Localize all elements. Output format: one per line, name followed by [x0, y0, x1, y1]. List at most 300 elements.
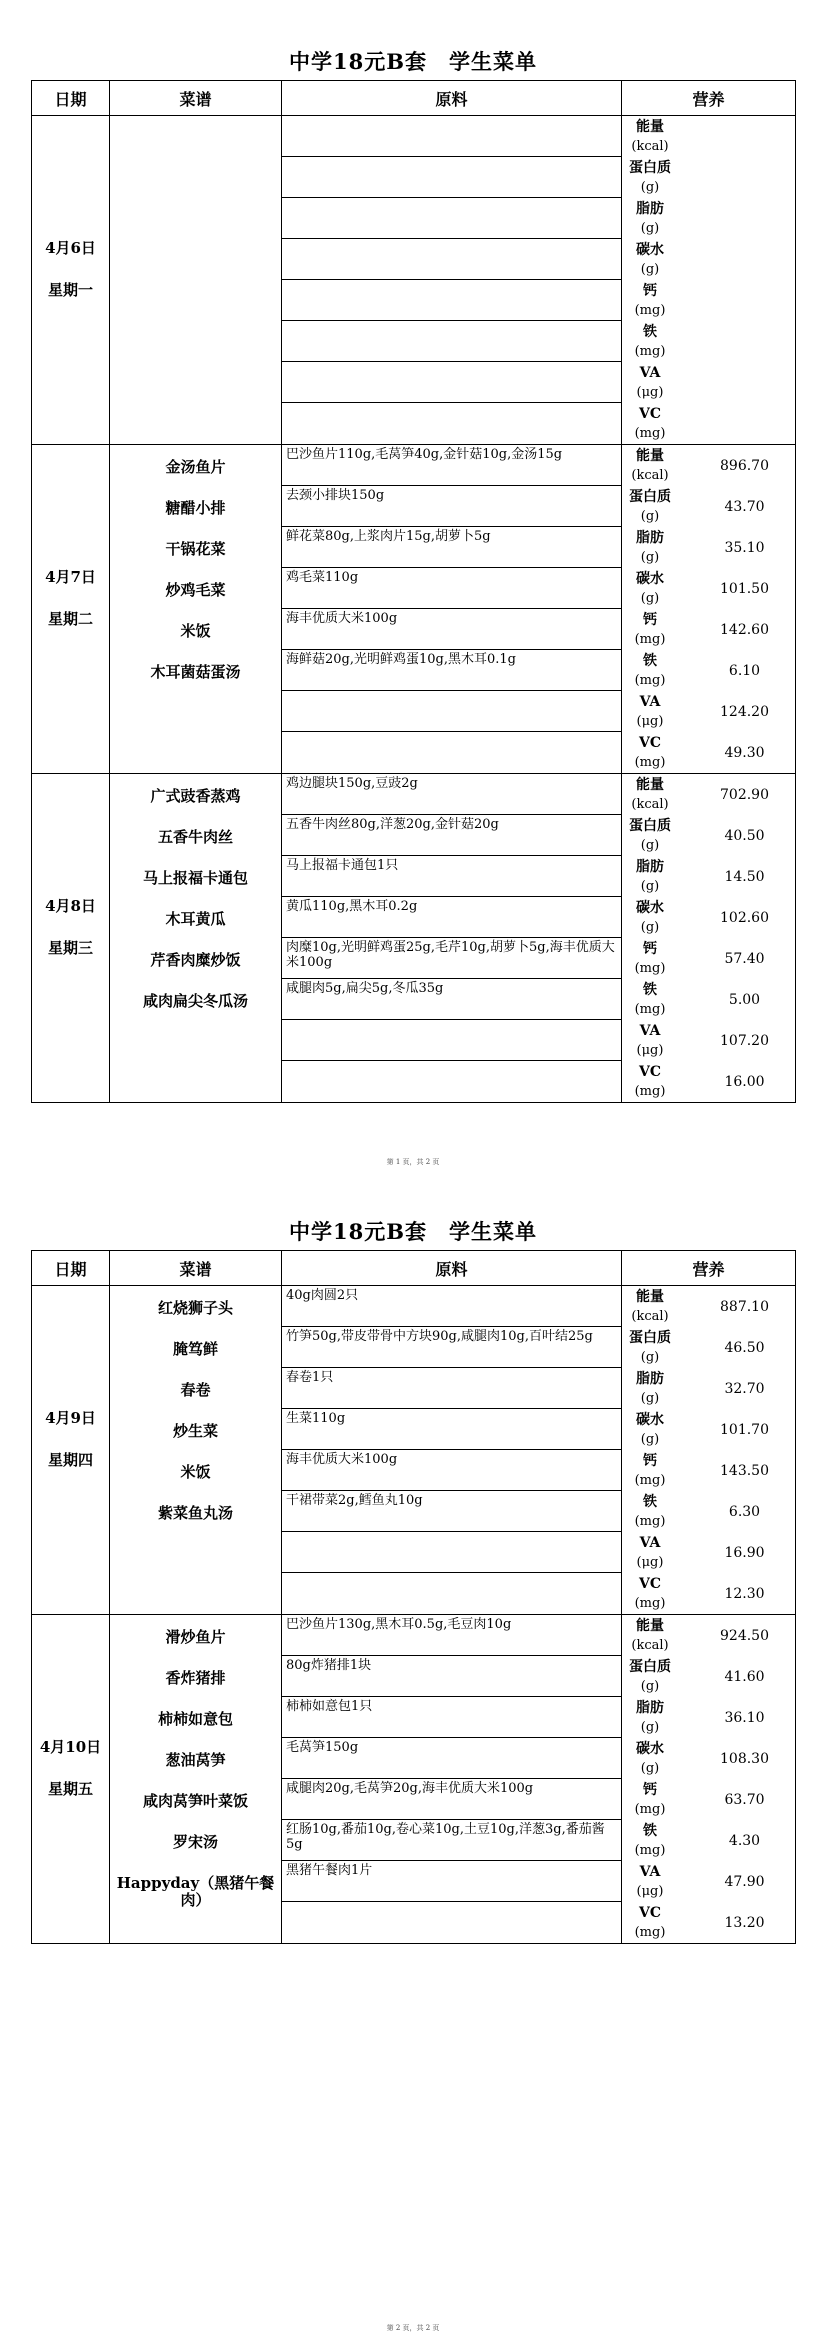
ingredient-line	[282, 1061, 621, 1102]
nutrient-label	[622, 1534, 678, 1572]
nutrient-row	[622, 239, 795, 280]
nutrient-value: 5.00	[728, 991, 761, 1008]
nutrient-unit: (g)	[640, 220, 660, 236]
dishes-cell	[110, 116, 282, 445]
nutrient-unit: (g)	[640, 508, 660, 524]
nutrient-unit: (mg)	[634, 302, 666, 318]
nutrient-row	[622, 1061, 795, 1102]
nutrient-row	[622, 527, 795, 568]
nutrient-row	[622, 650, 795, 691]
day-weekday: 星期三	[47, 939, 93, 957]
nutrient-row	[622, 1820, 795, 1861]
ingredient-line	[282, 321, 621, 362]
nutrient-value: 12.30	[724, 1585, 765, 1602]
nutrient-value: 102.60	[720, 909, 769, 926]
nutrient-value: 14.50	[724, 868, 765, 885]
nutrient-label	[622, 1781, 678, 1819]
nutrient-label	[622, 159, 678, 197]
nutrient-row	[622, 1368, 795, 1409]
header-dish: 菜谱	[110, 81, 282, 116]
nutrient-row	[622, 1697, 795, 1738]
nutrient-value: 57.40	[724, 950, 765, 967]
header-row	[32, 81, 796, 116]
nutrient-name: 蛋白质	[629, 1329, 671, 1346]
nutrient-unit: (mg)	[634, 1513, 666, 1529]
nutrient-name: 脂肪	[636, 529, 664, 546]
nutrient-label	[622, 570, 678, 608]
nutrient-label	[622, 529, 678, 567]
nutrient-label	[622, 364, 678, 402]
nutrient-name: VA	[639, 1022, 661, 1039]
ingredient-line: 鸡边腿块150g,豆豉2g	[282, 774, 621, 815]
nutrient-name: VA	[639, 1534, 661, 1551]
nutrient-unit: (g)	[640, 549, 660, 565]
nutrient-label	[622, 981, 678, 1019]
nutrient-row	[622, 445, 795, 486]
nutrient-row	[622, 1902, 795, 1943]
nutrient-value: 49.30	[724, 744, 765, 761]
nutrient-label	[622, 1370, 678, 1408]
ingredient-line: 咸腿肉5g,扁尖5g,冬瓜35g	[282, 979, 621, 1020]
day-date: 4月7日	[45, 568, 96, 586]
dish-name: 广式豉香蒸鸡	[150, 787, 241, 805]
ingredient-line: 柿柿如意包1只	[282, 1697, 621, 1738]
dish-name: 五香牛肉丝	[157, 828, 233, 846]
dish-name: 春卷	[180, 1381, 211, 1399]
dish-name: 滑炒鱼片	[165, 1628, 226, 1646]
nutrient-row	[622, 280, 795, 321]
nutrient-value: 887.10	[720, 1298, 769, 1315]
nutrition-cell	[622, 1286, 796, 1615]
nutrient-value: 63.70	[724, 1791, 765, 1808]
nutrient-label	[622, 1863, 678, 1901]
nutrient-name: 铁	[643, 1822, 657, 1839]
ingredient-line	[282, 732, 621, 773]
nutrient-name: VA	[639, 693, 661, 710]
nutrient-name: 钙	[643, 282, 657, 299]
nutrition-cell	[622, 1615, 796, 1944]
nutrient-row	[622, 732, 795, 773]
day-date: 4月9日	[45, 1409, 96, 1427]
ingredients-cell	[282, 116, 622, 445]
ingredient-line: 马上报福卡通包1只	[282, 856, 621, 897]
nutrient-label	[622, 1617, 678, 1655]
nutrition-cell	[622, 774, 796, 1103]
ingredient-line: 海鲜菇20g,光明鲜鸡蛋10g,黑木耳0.1g	[282, 650, 621, 691]
ingredients-cell	[282, 1615, 622, 1944]
nutrient-row	[622, 1615, 795, 1656]
day-row	[32, 1286, 796, 1615]
nutrient-label	[622, 693, 678, 731]
nutrient-name: 钙	[643, 611, 657, 628]
nutrient-name: 脂肪	[636, 1699, 664, 1716]
nutrient-name: 脂肪	[636, 200, 664, 217]
ingredient-line	[282, 1902, 621, 1943]
ingredient-line	[282, 116, 621, 157]
nutrient-value: 35.10	[724, 539, 765, 556]
nutrient-unit: (mg)	[634, 1924, 666, 1940]
header-ingredients: 原料	[282, 81, 622, 116]
nutrient-unit: (mg)	[634, 960, 666, 976]
nutrient-label	[622, 1063, 678, 1101]
nutrient-name: 碳水	[636, 570, 664, 587]
day-weekday: 星期一	[47, 281, 93, 299]
nutrient-name: VC	[638, 1904, 661, 1921]
nutrient-name: 脂肪	[636, 858, 664, 875]
nutrient-label	[622, 1022, 678, 1060]
day-row	[32, 445, 796, 774]
nutrient-label	[622, 405, 678, 443]
ingredient-line	[282, 239, 621, 280]
nutrient-row	[622, 321, 795, 362]
nutrient-value: 702.90	[720, 786, 769, 803]
dish-name: 红烧狮子头	[157, 1299, 233, 1317]
nutrient-label	[622, 118, 678, 156]
nutrition-cell	[622, 116, 796, 445]
page-footer: 第 2 页，共 2 页	[386, 2324, 440, 2332]
nutrient-unit: (mg)	[634, 1083, 666, 1099]
nutrient-unit: (g)	[640, 1349, 660, 1365]
dishes-cell	[110, 774, 282, 1103]
nutrient-row	[622, 362, 795, 403]
nutrient-unit: (g)	[640, 1431, 660, 1447]
nutrient-row	[622, 1861, 795, 1902]
nutrient-row	[622, 1491, 795, 1532]
day-date: 4月10日	[39, 1738, 102, 1756]
ingredient-line: 五香牛肉丝80g,洋葱20g,金针菇20g	[282, 815, 621, 856]
day-weekday: 星期四	[47, 1451, 93, 1469]
ingredient-line: 40g肉圆2只	[282, 1286, 621, 1327]
nutrient-label	[622, 734, 678, 772]
nutrient-value: 4.30	[728, 1832, 761, 1849]
nutrient-unit: (kcal)	[631, 138, 669, 154]
nutrient-row	[622, 486, 795, 527]
ingredient-line: 肉糜10g,光明鲜鸡蛋25g,毛芹10g,胡萝卜5g,海丰优质大米100g	[282, 938, 621, 979]
date-cell	[32, 774, 110, 1103]
nutrient-unit: (mg)	[634, 343, 666, 359]
nutrient-name: VC	[638, 405, 661, 422]
nutrient-row	[622, 938, 795, 979]
nutrient-name: 钙	[643, 1452, 657, 1469]
nutrient-label	[622, 1288, 678, 1326]
nutrient-label	[622, 1904, 678, 1942]
day-date: 4月6日	[45, 239, 96, 257]
nutrient-row	[622, 691, 795, 732]
nutrient-row	[622, 1409, 795, 1450]
nutrient-unit: (mg)	[634, 1595, 666, 1611]
nutrient-value: 143.50	[720, 1462, 769, 1479]
nutrition-cell	[622, 445, 796, 774]
dish-name: 金汤鱼片	[165, 458, 226, 476]
nutrient-label	[622, 899, 678, 937]
ingredient-line	[282, 362, 621, 403]
nutrient-row	[622, 815, 795, 856]
nutrient-row	[622, 1656, 795, 1697]
nutrient-row	[622, 1779, 795, 1820]
ingredient-line	[282, 1573, 621, 1614]
day-weekday: 星期二	[47, 610, 93, 628]
nutrient-row	[622, 116, 795, 157]
dishes-cell	[110, 1286, 282, 1615]
ingredient-line: 海丰优质大米100g	[282, 609, 621, 650]
menu-table	[31, 80, 796, 1103]
nutrient-name: 能量	[636, 447, 664, 464]
date-cell	[32, 1615, 110, 1944]
dish-name: 炒生菜	[172, 1422, 218, 1440]
dish-name: Happyday（黑猪午餐肉）	[116, 1874, 275, 1909]
nutrient-name: VA	[639, 364, 661, 381]
nutrient-label	[622, 1699, 678, 1737]
nutrient-row	[622, 897, 795, 938]
nutrient-row	[622, 609, 795, 650]
nutrient-value: 6.30	[728, 1503, 761, 1520]
nutrient-row	[622, 856, 795, 897]
ingredients-cell	[282, 774, 622, 1103]
ingredient-line: 80g炸猪排1块	[282, 1656, 621, 1697]
nutrient-label	[622, 1575, 678, 1613]
nutrient-label	[622, 241, 678, 279]
nutrient-value: 43.70	[724, 498, 765, 515]
nutrient-value: 41.60	[724, 1668, 765, 1685]
nutrient-value: 16.00	[724, 1073, 765, 1090]
nutrient-unit: (μg)	[636, 1554, 664, 1570]
nutrient-name: 铁	[643, 1493, 657, 1510]
nutrient-row	[622, 774, 795, 815]
nutrient-unit: (mg)	[634, 1842, 666, 1858]
dish-name: 米饭	[180, 1463, 211, 1481]
ingredient-line: 巴沙鱼片130g,黑木耳0.5g,毛豆肉10g	[282, 1615, 621, 1656]
ingredient-line	[282, 157, 621, 198]
nutrient-name: 能量	[636, 1288, 664, 1305]
date-cell	[32, 445, 110, 774]
nutrient-name: 蛋白质	[629, 488, 671, 505]
nutrient-unit: (g)	[640, 919, 660, 935]
dish-name: 香炸猪排	[165, 1669, 226, 1687]
nutrient-name: 碳水	[636, 899, 664, 916]
nutrient-unit: (μg)	[636, 713, 664, 729]
nutrient-value: 32.70	[724, 1380, 765, 1397]
nutrient-unit: (kcal)	[631, 796, 669, 812]
nutrient-label	[622, 1740, 678, 1778]
date-cell	[32, 1286, 110, 1615]
menu-title: 中学18元B套 学生菜单	[289, 1219, 537, 1244]
nutrient-value: 142.60	[720, 621, 769, 638]
nutrient-label	[622, 652, 678, 690]
ingredient-line	[282, 403, 621, 444]
ingredient-line: 春卷1只	[282, 1368, 621, 1409]
nutrient-label	[622, 611, 678, 649]
nutrient-label	[622, 488, 678, 526]
nutrient-unit: (g)	[640, 837, 660, 853]
ingredient-line	[282, 198, 621, 239]
page-2	[0, 1168, 826, 2338]
nutrient-name: 能量	[636, 118, 664, 135]
nutrient-name: 碳水	[636, 241, 664, 258]
ingredient-line: 生菜110g	[282, 1409, 621, 1450]
nutrient-name: 蛋白质	[629, 817, 671, 834]
ingredient-line: 鲜花菜80g,上浆肉片15g,胡萝卜5g	[282, 527, 621, 568]
nutrient-name: VC	[638, 1063, 661, 1080]
nutrient-unit: (g)	[640, 1760, 660, 1776]
header-date: 日期	[32, 81, 110, 116]
day-row	[32, 774, 796, 1103]
nutrient-value: 47.90	[724, 1873, 765, 1890]
day-date: 4月8日	[45, 897, 96, 915]
nutrient-label	[622, 1452, 678, 1490]
nutrient-unit: (mg)	[634, 1801, 666, 1817]
nutrient-unit: (mg)	[634, 1001, 666, 1017]
nutrient-row	[622, 198, 795, 239]
nutrient-row	[622, 157, 795, 198]
ingredient-line: 黑猪午餐肉1片	[282, 1861, 621, 1902]
nutrient-unit: (mg)	[634, 672, 666, 688]
ingredient-line: 毛莴笋150g	[282, 1738, 621, 1779]
nutrient-label	[622, 776, 678, 814]
nutrient-row	[622, 1532, 795, 1573]
dish-name: 干锅花菜	[165, 540, 226, 558]
dish-name: 炒鸡毛菜	[165, 581, 226, 599]
nutrient-unit: (g)	[640, 179, 660, 195]
ingredient-line: 咸腿肉20g,毛莴笋20g,海丰优质大米100g	[282, 1779, 621, 1820]
header-ingredients: 原料	[282, 1251, 622, 1286]
ingredient-line	[282, 691, 621, 732]
nutrient-row	[622, 1020, 795, 1061]
ingredient-line: 黄瓜110g,黑木耳0.2g	[282, 897, 621, 938]
nutrient-row	[622, 1327, 795, 1368]
nutrient-label	[622, 1658, 678, 1696]
nutrient-row	[622, 568, 795, 609]
nutrient-row	[622, 1450, 795, 1491]
nutrient-name: 铁	[643, 323, 657, 340]
dish-name: 糖醋小排	[165, 499, 226, 517]
nutrient-name: VC	[638, 734, 661, 751]
nutrient-name: 铁	[643, 652, 657, 669]
nutrient-row	[622, 1286, 795, 1327]
nutrient-unit: (kcal)	[631, 467, 669, 483]
menu-title: 中学18元B套 学生菜单	[289, 49, 537, 74]
nutrient-unit: (kcal)	[631, 1637, 669, 1653]
nutrient-label	[622, 1329, 678, 1367]
dishes-cell	[110, 1615, 282, 1944]
dish-name: 葱油莴笋	[165, 1751, 226, 1769]
nutrient-label	[622, 1493, 678, 1531]
nutrient-value: 107.20	[720, 1032, 769, 1049]
nutrient-label	[622, 817, 678, 855]
nutrient-unit: (g)	[640, 1719, 660, 1735]
header-nutrition: 营养	[622, 1251, 796, 1286]
ingredient-line: 巴沙鱼片110g,毛莴笋40g,金针菇10g,金汤15g	[282, 445, 621, 486]
nutrient-unit: (g)	[640, 1390, 660, 1406]
page-footer: 第 1 页，共 2 页	[386, 1158, 440, 1166]
nutrient-unit: (mg)	[634, 425, 666, 441]
nutrient-unit: (mg)	[634, 1472, 666, 1488]
dish-name: 芹香肉糜炒饭	[150, 951, 241, 969]
nutrient-label	[622, 940, 678, 978]
nutrient-unit: (kcal)	[631, 1308, 669, 1324]
nutrient-name: 钙	[643, 940, 657, 957]
ingredients-cell	[282, 445, 622, 774]
nutrient-value: 924.50	[720, 1627, 769, 1644]
ingredient-line: 竹笋50g,带皮带骨中方块90g,咸腿肉10g,百叶结25g	[282, 1327, 621, 1368]
dish-name: 腌笃鲜	[172, 1340, 218, 1358]
dish-name: 咸肉莴笋叶菜饭	[142, 1792, 248, 1810]
nutrient-name: 碳水	[636, 1740, 664, 1757]
nutrient-value: 124.20	[720, 703, 769, 720]
day-row	[32, 1615, 796, 1944]
nutrient-unit: (g)	[640, 878, 660, 894]
day-weekday: 星期五	[47, 1780, 93, 1798]
day-row	[32, 116, 796, 445]
nutrient-value: 101.70	[720, 1421, 769, 1438]
nutrient-unit: (μg)	[636, 1042, 664, 1058]
nutrient-label	[622, 282, 678, 320]
nutrient-name: 钙	[643, 1781, 657, 1798]
ingredient-line: 鸡毛菜110g	[282, 568, 621, 609]
header-dish: 菜谱	[110, 1251, 282, 1286]
nutrient-value: 13.20	[724, 1914, 765, 1931]
nutrient-name: 蛋白质	[629, 1658, 671, 1675]
nutrient-name: VA	[639, 1863, 661, 1880]
nutrient-row	[622, 403, 795, 444]
ingredients-cell	[282, 1286, 622, 1615]
nutrient-unit: (g)	[640, 261, 660, 277]
nutrient-row	[622, 979, 795, 1020]
nutrient-label	[622, 323, 678, 361]
nutrient-name: 能量	[636, 776, 664, 793]
nutrient-value: 896.70	[720, 457, 769, 474]
header-row	[32, 1251, 796, 1286]
ingredient-line	[282, 1020, 621, 1061]
ingredient-line: 干裙带菜2g,鳕鱼丸10g	[282, 1491, 621, 1532]
dish-name: 罗宋汤	[172, 1833, 218, 1851]
nutrient-name: 铁	[643, 981, 657, 998]
dish-name: 木耳菌菇蛋汤	[150, 663, 241, 681]
nutrient-name: 脂肪	[636, 1370, 664, 1387]
header-date: 日期	[32, 1251, 110, 1286]
nutrient-value: 6.10	[728, 662, 761, 679]
nutrient-unit: (mg)	[634, 631, 666, 647]
dish-name: 马上报福卡通包	[142, 869, 248, 887]
ingredient-line	[282, 1532, 621, 1573]
nutrient-value: 108.30	[720, 1750, 769, 1767]
nutrient-name: 蛋白质	[629, 159, 671, 176]
nutrient-unit: (mg)	[634, 754, 666, 770]
nutrient-name: 碳水	[636, 1411, 664, 1428]
dishes-cell	[110, 445, 282, 774]
ingredient-line: 红肠10g,番茄10g,卷心菜10g,土豆10g,洋葱3g,番茄酱5g	[282, 1820, 621, 1861]
nutrient-label	[622, 1822, 678, 1860]
nutrient-row	[622, 1573, 795, 1614]
nutrient-unit: (g)	[640, 590, 660, 606]
nutrient-value: 36.10	[724, 1709, 765, 1726]
nutrient-unit: (μg)	[636, 1883, 664, 1899]
dish-name: 咸肉扁尖冬瓜汤	[142, 992, 248, 1010]
dish-name: 木耳黄瓜	[165, 910, 226, 928]
dish-name: 米饭	[180, 622, 211, 640]
dish-name: 柿柿如意包	[157, 1710, 233, 1728]
nutrient-value: 46.50	[724, 1339, 765, 1356]
ingredient-line	[282, 280, 621, 321]
header-nutrition: 营养	[622, 81, 796, 116]
nutrient-label	[622, 1411, 678, 1449]
date-cell	[32, 116, 110, 445]
nutrient-row	[622, 1738, 795, 1779]
nutrient-value: 101.50	[720, 580, 769, 597]
ingredient-line: 海丰优质大米100g	[282, 1450, 621, 1491]
nutrient-unit: (μg)	[636, 384, 664, 400]
nutrient-label	[622, 200, 678, 238]
nutrient-value: 16.90	[724, 1544, 765, 1561]
